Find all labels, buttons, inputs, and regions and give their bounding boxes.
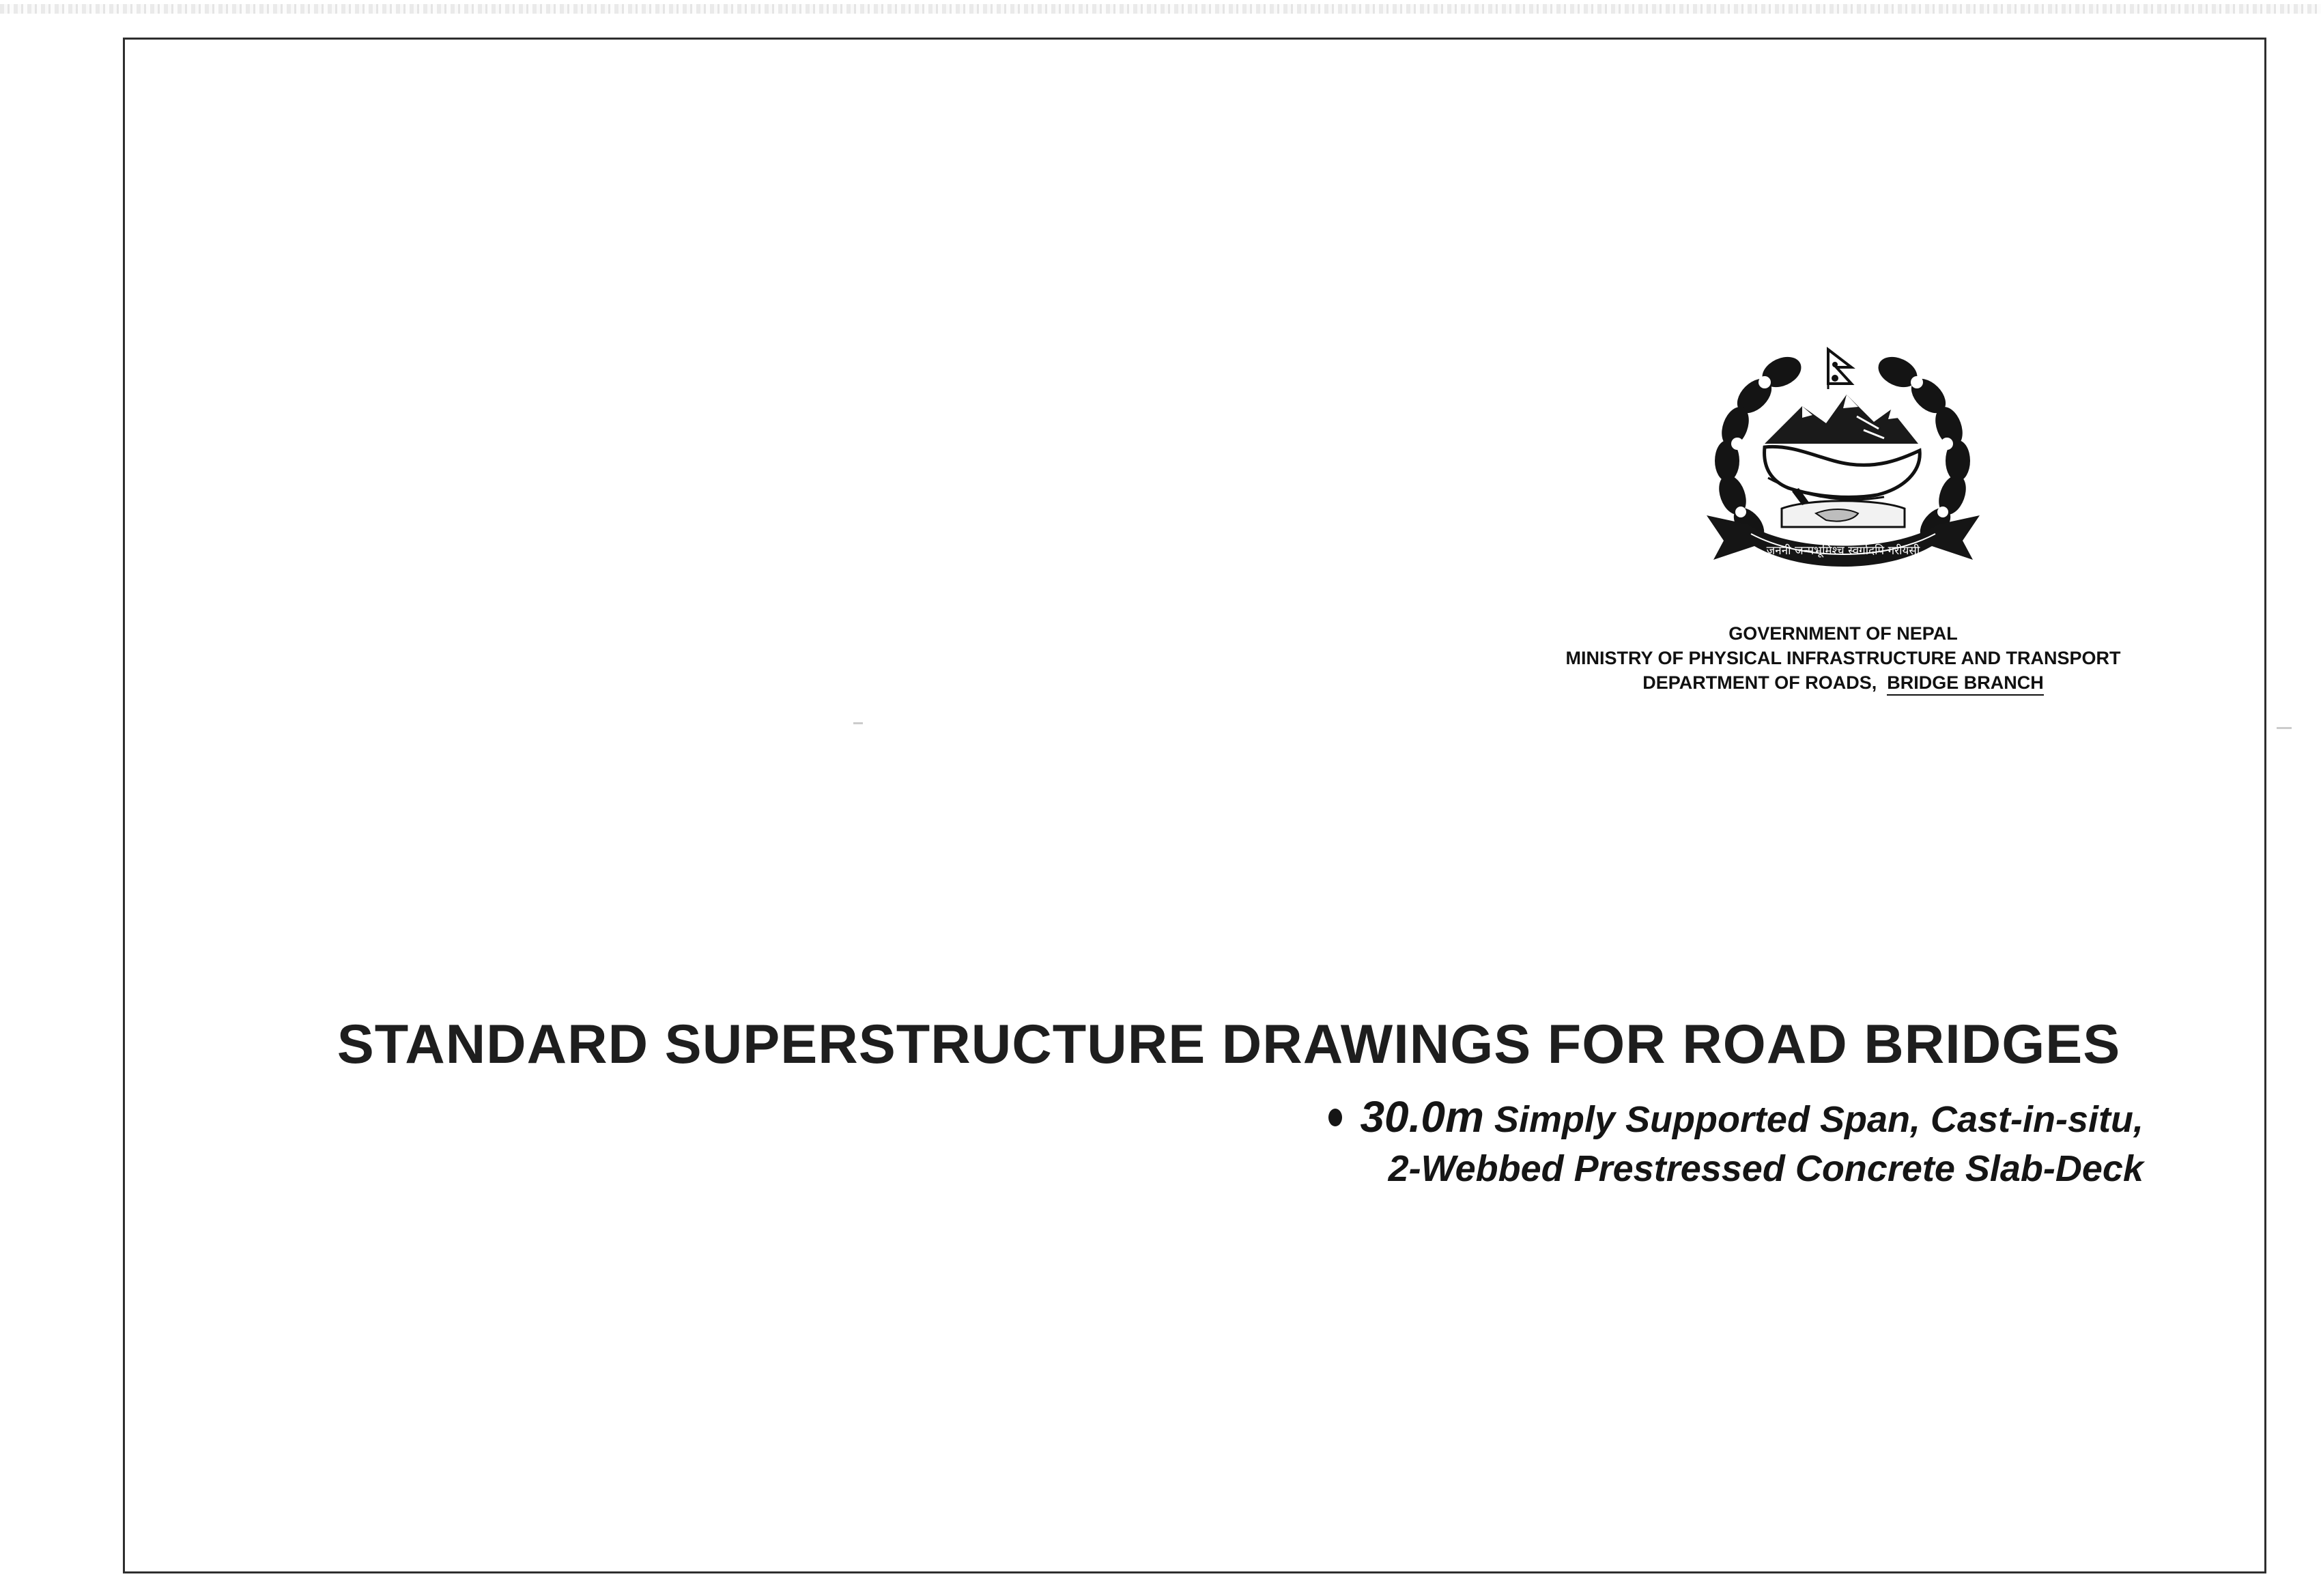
document-subtitle: [1328, 1092, 2144, 1193]
subtitle-line-1: [1328, 1092, 2144, 1144]
span-length: 30.0m: [1360, 1092, 1484, 1141]
document-title: STANDARD SUPERSTRUCTURE DRAWINGS FOR ROAD BRIDGES: [337, 1014, 2121, 1075]
drawing-sheet-border: [123, 38, 2266, 1573]
issuing-authority-block: [1461, 621, 2225, 695]
department-line: [1461, 670, 2225, 695]
subtitle-line-2: 2-Webbed Prestressed Concrete Slab-Deck: [1388, 1148, 2144, 1189]
subtitle-line-1-text: Simply Supported Span, Cast-in-situ,: [1494, 1099, 2144, 1140]
flag-icon: [1828, 350, 1851, 389]
scan-edge-artifact: [0, 4, 2321, 14]
ministry-name: MINISTRY OF PHYSICAL INFRASTRUCTURE AND TRANSPORT: [1565, 648, 2121, 668]
nepal-map-icon: [1765, 446, 1920, 499]
branch-name: BRIDGE BRANCH: [1887, 672, 2044, 696]
nepal-emblem-icon: [1700, 341, 1987, 601]
scan-speck: [2277, 727, 2292, 729]
bullet-icon: [1328, 1109, 1342, 1126]
emblem-motto: जननी जन्मभूमिश्च स्वर्गादपि गरीयसी: [1766, 544, 1920, 558]
government-name: GOVERNMENT OF NEPAL: [1728, 623, 1958, 644]
mountains-icon: [1765, 395, 1918, 444]
department-name: DEPARTMENT OF ROADS,: [1642, 672, 1877, 693]
